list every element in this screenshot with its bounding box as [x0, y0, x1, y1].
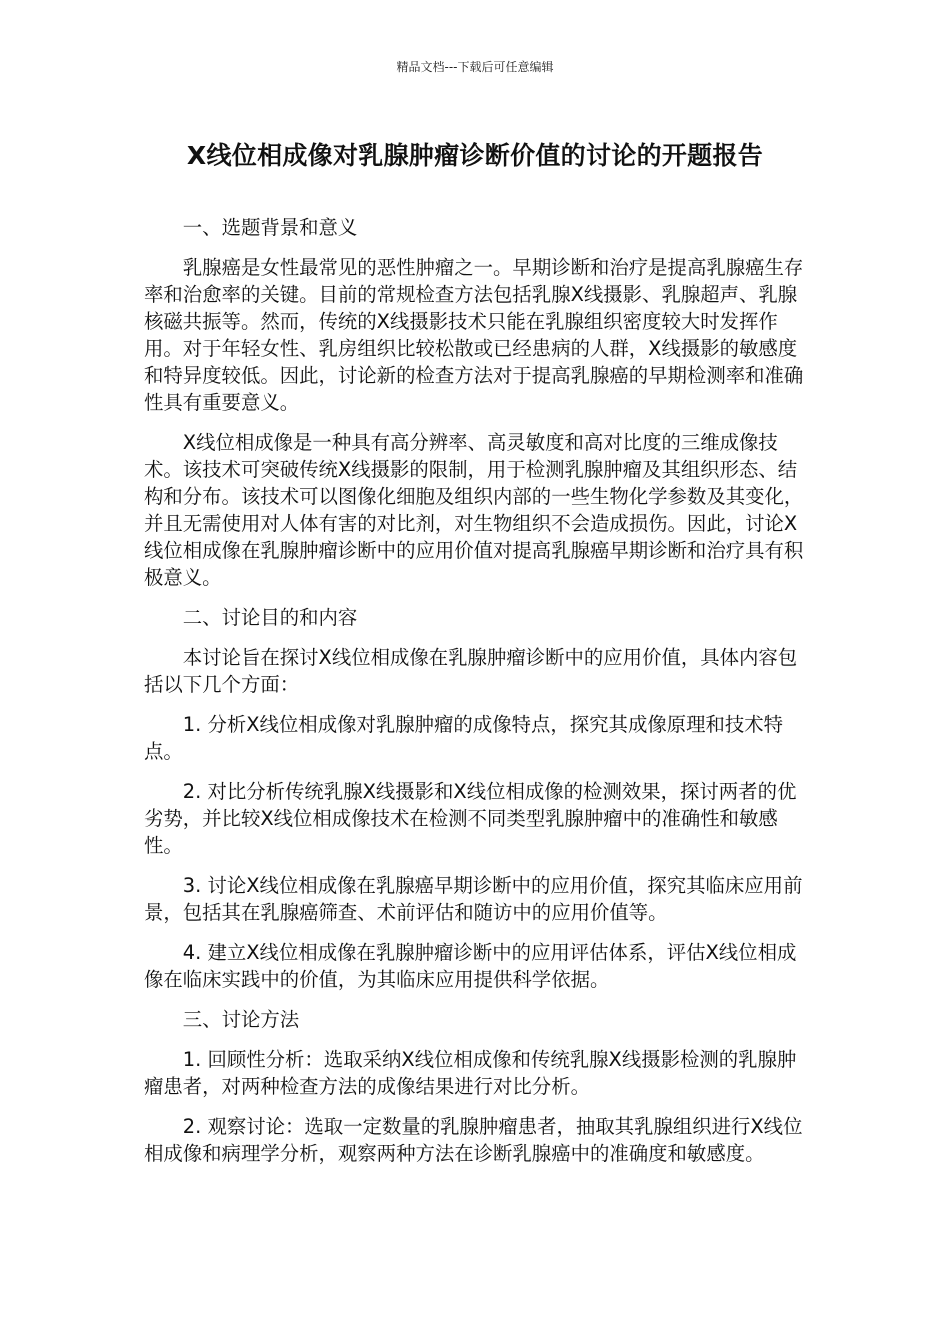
paragraph: X线位相成像是一种具有高分辨率、高灵敏度和高对比度的三维成像技术。该技术可突破传统X线摄影的限制，用于检测乳腺肿瘤及其组织形态、结构和分布。该技术可以图像化细胞及组织内部的一些生物化学参数及其变化，并且无需使用对人体有害的对比剂，对生物组织不会造成损伤。因此，讨论X线位相成像在乳腺肿瘤诊断中的应用价值对提高乳腺癌早期诊断和治疗具有积极意义。 [144, 431, 804, 589]
section-heading-background: 一、选题背景和意义 [182, 216, 358, 239]
list-item: 2. 对比分析传统乳腺X线摄影和X线位相成像的检测效果，探讨两者的优劣势，并比较X线位相成像技术在检测不同类型乳腺肿瘤中的准确性和敏感性。 [144, 780, 797, 857]
list-item: 1. 分析X线位相成像对乳腺肿瘤的成像特点，探究其成像原理和技术特点。 [144, 713, 784, 763]
list-item: 1. 回顾性分析：选取采纳X线位相成像和传统乳腺X线摄影检测的乳腺肿瘤患者，对两种检查方法的成像结果进行对比分析。 [144, 1048, 797, 1098]
document-body [144, 214, 808, 1180]
paragraph: 本讨论旨在探讨X线位相成像在乳腺肿瘤诊断中的应用价值，具体内容包括以下几个方面： [144, 646, 798, 696]
section-heading-purpose: 二、讨论目的和内容 [182, 606, 358, 629]
list-item: 3. 讨论X线位相成像在乳腺癌早期诊断中的应用价值，探究其临床应用前景，包括其在乳腺癌筛查、术前评估和随访中的应用价值等。 [144, 874, 803, 924]
list-item: 4. 建立X线位相成像在乳腺肿瘤诊断中的应用评估体系，评估X线位相成像在临床实践中的价值，为其临床应用提供科学依据。 [144, 941, 797, 991]
page-header: 精品文档---下载后可任意编辑 [396, 60, 554, 74]
paragraph: 乳腺癌是女性最常见的恶性肿瘤之一。早期诊断和治疗是提高乳腺癌生存率和治愈率的关键。目前的常规检查方法包括乳腺X线摄影、乳腺超声、乳腺核磁共振等。然而，传统的X线摄影技术只能在乳腺组织密度较大时发挥作用。对于年轻女性、乳房组织比较松散或已经患病的人群，X线摄影的敏感度和特异度较低。因此，讨论新的检查方法对于提高乳腺癌的早期检测率和准确性具有重要意义。 [144, 256, 804, 414]
document-title: X线位相成像对乳腺肿瘤诊断价值的讨论的开题报告 [186, 141, 764, 170]
list-item: 2. 观察讨论：选取一定数量的乳腺肿瘤患者，抽取其乳腺组织进行X线位相成像和病理学分析，观察两种方法在诊断乳腺癌中的准确度和敏感度。 [144, 1115, 803, 1165]
section-heading-methods: 三、讨论方法 [182, 1008, 300, 1031]
